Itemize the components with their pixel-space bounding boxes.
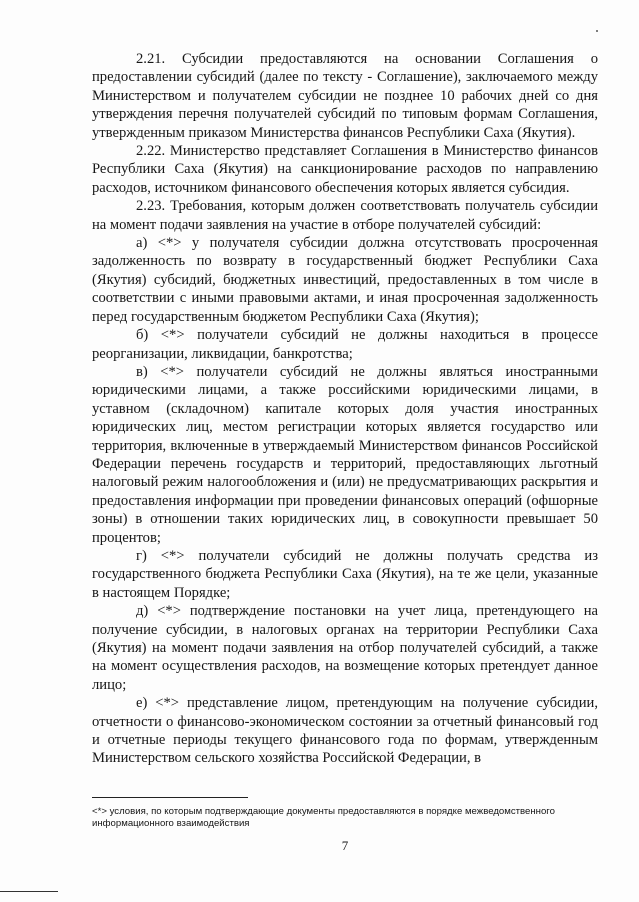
- scan-speck: [596, 30, 598, 32]
- scan-edge-line: [0, 891, 58, 892]
- document-body: [92, 50, 598, 768]
- requirement-b: б) <*> получатели субсидий не должны находиться в процессе реорганизации, ликвидации, банкротства;: [92, 327, 598, 362]
- page-number: 7: [341, 838, 349, 853]
- requirement-a: а) <*> у получателя субсидии должна отсутствовать просроченная задолженность по возврату в государственный бюджет Республики Саха (Якутия) субсидий, бюджетных инвестиций, предоставленных в том числе в соответствии с иными правовыми актами, и иная просроченная задолженность перед государственным бюджетом Республики Саха (Якутия);: [92, 235, 598, 325]
- requirement-v: в) <*> получатели субсидий не должны являться иностранными юридическими лицами, а также российскими юридическими лицами, в уставном (складочном) капитале которых доля участия иностранных юридических лиц, местом регистрации которых является государство или территория, включенные в утверждаемый Министерством финансов Российской Федерации перечень государств и территорий, предоставляющих льготный налоговый режим налогообложения и (или) не предусматривающих раскрытия и предоставления информации при проведении финансовых операций (офшорные зоны) в отношении таких юридических лиц, в совокупности превышает 50 процентов;: [92, 363, 598, 546]
- paragraph-2-23: 2.23. Требования, которым должен соответствовать получатель субсидии на момент подачи заявления на участие в отборе получателей субсидий:: [92, 198, 598, 233]
- footnote-divider: [92, 797, 248, 798]
- paragraph-2-22: 2.22. Министерство представляет Соглашения в Министерство финансов Республики Саха (Якутия) на санкционирование расходов по направлению расходов, источником финансового обеспечения которых является субсидия.: [92, 143, 598, 196]
- footnote: <*> условия, по которым подтверждающие документы предоставляются в порядке межведомственного информационного взаимодействия: [92, 806, 555, 829]
- requirement-d: д) <*> подтверждение постановки на учет лица, претендующего на получение субсидии, в налоговых органах на территории Республики Саха (Якутия) на момент подачи заявления на отбор получателей субсидий, а также на момент осуществления расходов, на возмещение которых претендует данное лицо;: [92, 603, 598, 693]
- requirement-e: е) <*> представление лицом, претендующим на получение субсидии, отчетности о финансово-экономическом состоянии за отчетный финансовый год и отчетные периоды текущего финансового года по формам, утвержденным Министерством сельского хозяйства Российской Федерации, в: [92, 695, 598, 767]
- paragraph-2-21: 2.21. Субсидии предоставляются на основании Соглашения о предоставлении субсидий (далее по тексту - Соглашение), заключаемого между Министерством и получателем субсидии не позднее 10 рабочих дней со дня утверждения перечня получателей субсидий по типовым формам Соглашения, утвержденным приказом Министерства финансов Республики Саха (Якутия).: [92, 51, 598, 141]
- requirement-g: г) <*> получатели субсидий не должны получать средства из государственного бюджета Республики Саха (Якутия), на те же цели, указанные в настоящем Порядке;: [92, 547, 598, 601]
